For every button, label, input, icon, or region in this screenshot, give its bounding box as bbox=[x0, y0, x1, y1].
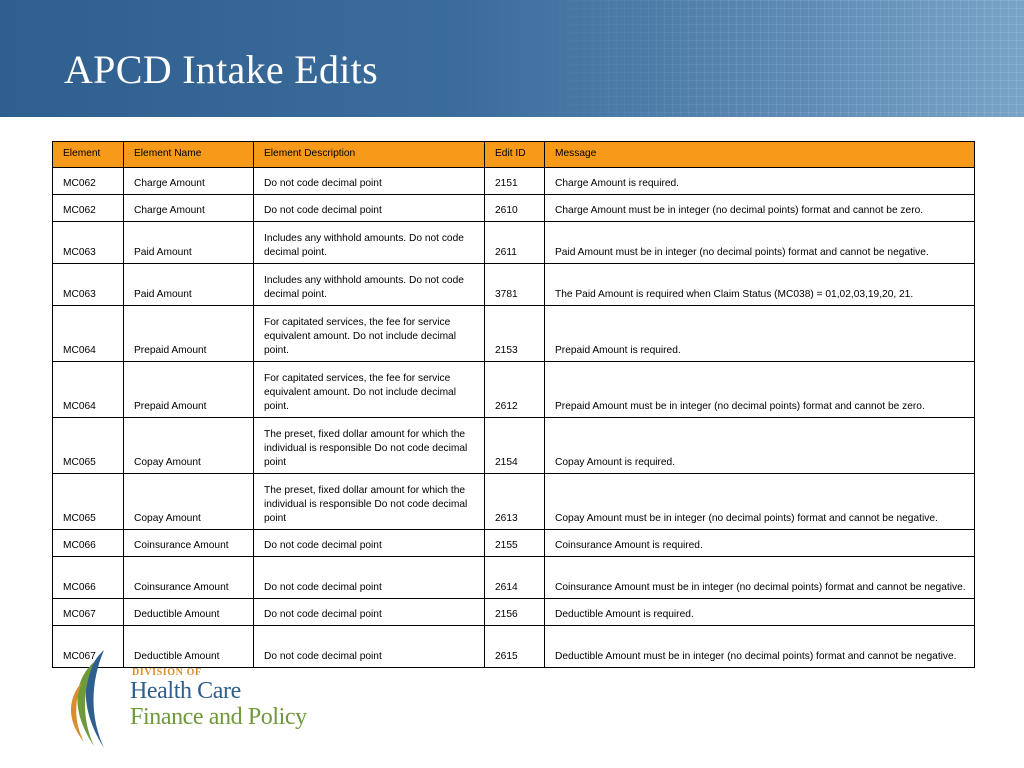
cell-message: Deductible Amount is required. bbox=[545, 599, 975, 626]
cell-element-description: Includes any withhold amounts. Do not code decimal point. bbox=[254, 222, 485, 264]
header-element-description: Element Description bbox=[254, 142, 485, 168]
cell-message: Prepaid Amount is required. bbox=[545, 306, 975, 362]
cell-message: Copay Amount is required. bbox=[545, 418, 975, 474]
banner-grid-pattern bbox=[504, 0, 1024, 117]
edits-table-container bbox=[52, 141, 974, 668]
cell-element: MC064 bbox=[53, 306, 124, 362]
cell-edit-id: 2612 bbox=[485, 362, 545, 418]
cell-element: MC063 bbox=[53, 222, 124, 264]
table-row bbox=[53, 599, 975, 626]
table-row bbox=[53, 418, 975, 474]
cell-element-description: For capitated services, the fee for service equivalent amount. Do not include decimal point. bbox=[254, 362, 485, 418]
cell-element-description: Do not code decimal point bbox=[254, 557, 485, 599]
cell-element-name: Deductible Amount bbox=[124, 626, 254, 668]
cell-edit-id: 2610 bbox=[485, 195, 545, 222]
edits-table bbox=[52, 141, 975, 668]
table-row bbox=[53, 306, 975, 362]
cell-message: Charge Amount is required. bbox=[545, 168, 975, 195]
cell-element-description: The preset, fixed dollar amount for which the individual is responsible Do not code decimal point bbox=[254, 474, 485, 530]
table-row bbox=[53, 557, 975, 599]
logo-health-care: Health Care bbox=[130, 678, 241, 704]
cell-message: Copay Amount must be in integer (no decimal points) format and cannot be negative. bbox=[545, 474, 975, 530]
table-header-row bbox=[53, 142, 975, 168]
cell-element: MC064 bbox=[53, 362, 124, 418]
cell-element-description: Do not code decimal point bbox=[254, 626, 485, 668]
cell-element: MC066 bbox=[53, 530, 124, 557]
cell-edit-id: 2155 bbox=[485, 530, 545, 557]
cell-element: MC062 bbox=[53, 195, 124, 222]
cell-element-name: Deductible Amount bbox=[124, 599, 254, 626]
slide-title: APCD Intake Edits bbox=[64, 47, 378, 92]
cell-message: The Paid Amount is required when Claim Status (MC038) = 01,02,03,19,20, 21. bbox=[545, 264, 975, 306]
cell-element-name: Coinsurance Amount bbox=[124, 557, 254, 599]
header-edit-id: Edit ID bbox=[485, 142, 545, 168]
header-message: Message bbox=[545, 142, 975, 168]
cell-edit-id: 2613 bbox=[485, 474, 545, 530]
table-row bbox=[53, 474, 975, 530]
cell-edit-id: 2151 bbox=[485, 168, 545, 195]
cell-edit-id: 2611 bbox=[485, 222, 545, 264]
cell-element-name: Coinsurance Amount bbox=[124, 530, 254, 557]
cell-element: MC063 bbox=[53, 264, 124, 306]
cell-edit-id: 2615 bbox=[485, 626, 545, 668]
cell-element: MC065 bbox=[53, 418, 124, 474]
header-element: Element bbox=[53, 142, 124, 168]
cell-element-description: Includes any withhold amounts. Do not code decimal point. bbox=[254, 264, 485, 306]
cell-element-description: Do not code decimal point bbox=[254, 195, 485, 222]
cell-element-name: Charge Amount bbox=[124, 168, 254, 195]
cell-message: Coinsurance Amount is required. bbox=[545, 530, 975, 557]
cell-element: MC067 bbox=[53, 626, 124, 668]
table-row bbox=[53, 362, 975, 418]
cell-element-name: Prepaid Amount bbox=[124, 306, 254, 362]
cell-edit-id: 2156 bbox=[485, 599, 545, 626]
table-row bbox=[53, 168, 975, 195]
title-banner bbox=[0, 0, 1024, 117]
dhcfp-logo bbox=[64, 648, 334, 750]
cell-element-description: The preset, fixed dollar amount for which the individual is responsible Do not code decimal point bbox=[254, 418, 485, 474]
cell-message: Deductible Amount must be in integer (no decimal points) format and cannot be negative. bbox=[545, 626, 975, 668]
cell-element-name: Copay Amount bbox=[124, 418, 254, 474]
table-row bbox=[53, 264, 975, 306]
cell-element: MC062 bbox=[53, 168, 124, 195]
cell-element-name: Paid Amount bbox=[124, 264, 254, 306]
cell-element-name: Paid Amount bbox=[124, 222, 254, 264]
cell-element-description: Do not code decimal point bbox=[254, 599, 485, 626]
cell-element: MC067 bbox=[53, 599, 124, 626]
cell-message: Charge Amount must be in integer (no decimal points) format and cannot be zero. bbox=[545, 195, 975, 222]
logo-division-of: DIVISION OF bbox=[132, 667, 202, 678]
cell-edit-id: 2154 bbox=[485, 418, 545, 474]
header-element-name: Element Name bbox=[124, 142, 254, 168]
cell-edit-id: 3781 bbox=[485, 264, 545, 306]
cell-element-name: Copay Amount bbox=[124, 474, 254, 530]
cell-element-description: Do not code decimal point bbox=[254, 530, 485, 557]
cell-element-name: Prepaid Amount bbox=[124, 362, 254, 418]
cell-message: Prepaid Amount must be in integer (no decimal points) format and cannot be zero. bbox=[545, 362, 975, 418]
cell-edit-id: 2153 bbox=[485, 306, 545, 362]
logo-finance-and-policy: Finance and Policy bbox=[130, 704, 307, 730]
table-row bbox=[53, 195, 975, 222]
logo-swoosh-icon bbox=[64, 648, 126, 750]
cell-element: MC066 bbox=[53, 557, 124, 599]
cell-message: Paid Amount must be in integer (no decimal points) format and cannot be negative. bbox=[545, 222, 975, 264]
cell-message: Coinsurance Amount must be in integer (no decimal points) format and cannot be negative. bbox=[545, 557, 975, 599]
cell-edit-id: 2614 bbox=[485, 557, 545, 599]
cell-element-description: Do not code decimal point bbox=[254, 168, 485, 195]
cell-element: MC065 bbox=[53, 474, 124, 530]
table-row bbox=[53, 530, 975, 557]
cell-element-description: For capitated services, the fee for service equivalent amount. Do not include decimal point. bbox=[254, 306, 485, 362]
table-row bbox=[53, 222, 975, 264]
cell-element-name: Charge Amount bbox=[124, 195, 254, 222]
